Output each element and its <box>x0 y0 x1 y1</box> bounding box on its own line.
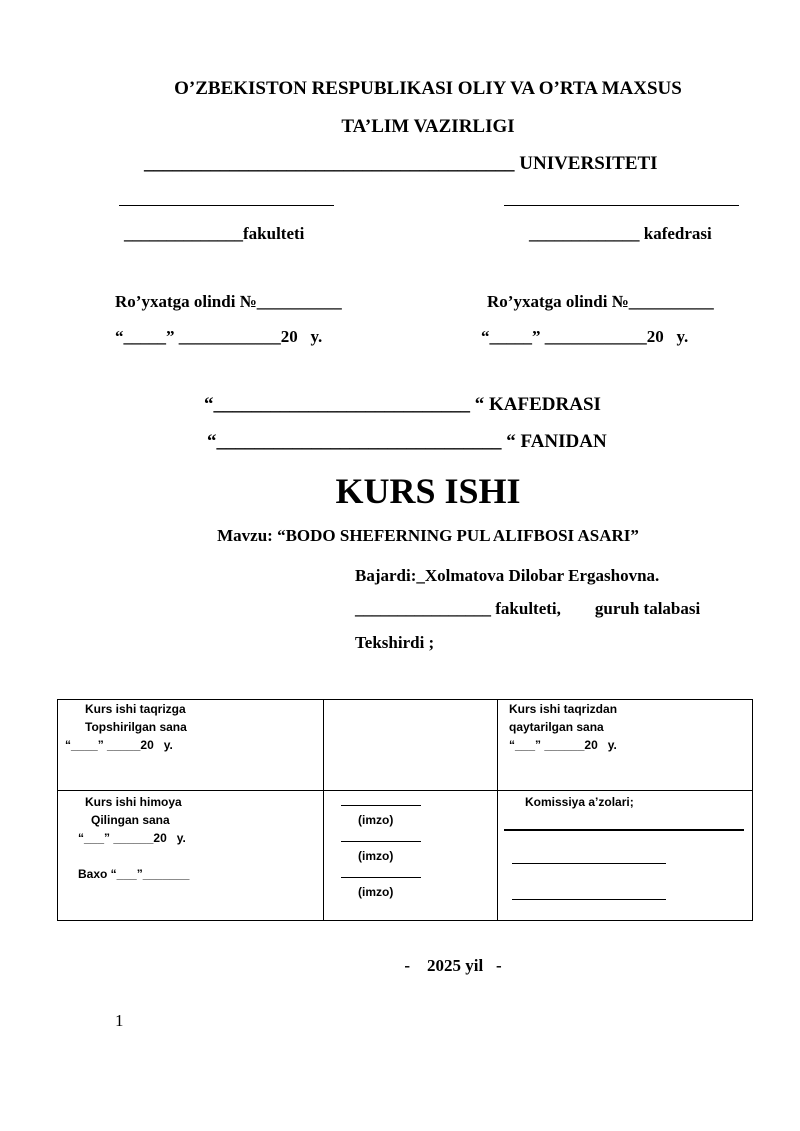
table-cell-return <box>498 700 753 791</box>
cell-text: (imzo) <box>358 849 394 863</box>
cell-text: Kurs ishi himoya <box>85 795 182 809</box>
table-cell-signatures <box>324 791 498 921</box>
cell-text: “____” _____20 y. <box>65 738 173 752</box>
document-title: KURS ISHI <box>335 471 521 511</box>
cell-text: Komissiya a’zolari; <box>525 795 634 809</box>
table-cell-defense <box>58 791 324 921</box>
cell-text: qaytarilgan sana <box>509 720 604 734</box>
table-row <box>58 700 753 791</box>
table-row <box>58 791 753 921</box>
page-number: 1 <box>115 1011 124 1030</box>
university-line: _______________________________________ UNIVERSITETI <box>144 153 658 174</box>
signature-line <box>341 805 421 806</box>
cell-text: Topshirilgan sana <box>85 720 187 734</box>
performer-group: ________________ fakulteti, guruh talabasi <box>355 599 701 618</box>
signature-line <box>512 863 666 864</box>
ministry-title-line1: O’ZBEKISTON RESPUBLIKASI OLIY VA O’RTA MAXSUS <box>174 78 682 99</box>
signature-line <box>341 841 421 842</box>
department-line: “___________________________ “ KAFEDRASI <box>204 394 601 415</box>
cell-text: (imzo) <box>358 813 394 827</box>
registration-left-date: “_____” ____________20 y. <box>115 327 323 346</box>
table-cell-empty <box>324 700 498 791</box>
checked-by: Tekshirdi ; <box>355 633 435 652</box>
cell-text: Qilingan sana <box>91 813 170 827</box>
signature-line <box>512 899 666 900</box>
department-field: _____________ kafedrasi <box>529 224 712 243</box>
cell-text: Kurs ishi taqrizga <box>85 702 186 716</box>
registration-right-number: Ro’yxatga olindi №__________ <box>487 292 714 311</box>
registration-left-number: Ro’yxatga olindi №__________ <box>115 292 342 311</box>
table-cell-commission <box>498 791 753 921</box>
cell-text: Baxo “___”_______ <box>78 867 190 881</box>
faculty-field: ______________fakulteti <box>124 224 305 243</box>
subject-line: “______________________________ “ FANIDAN <box>207 431 607 452</box>
cell-text: Kurs ishi taqrizdan <box>509 702 618 716</box>
review-table <box>57 699 753 921</box>
blank-line-left <box>119 205 334 206</box>
table-cell-submission <box>58 700 324 791</box>
cell-text: (imzo) <box>358 885 394 899</box>
blank-line-right <box>504 205 739 206</box>
cell-text: “___” ______20 y. <box>509 738 617 752</box>
signature-line <box>504 829 744 831</box>
registration-right-date: “_____” ____________20 y. <box>481 327 689 346</box>
performer-name: Bajardi:_Xolmatova Dilobar Ergashovna. <box>355 566 660 585</box>
topic-line: Mavzu: “BODO SHEFERNING PUL ALIFBOSI ASARI” <box>217 526 639 545</box>
signature-line <box>341 877 421 878</box>
ministry-title-line2: TA’LIM VAZIRLIGI <box>341 116 515 137</box>
cell-text: “___” ______20 y. <box>78 831 186 845</box>
year-line: - 2025 yil - <box>404 956 502 975</box>
